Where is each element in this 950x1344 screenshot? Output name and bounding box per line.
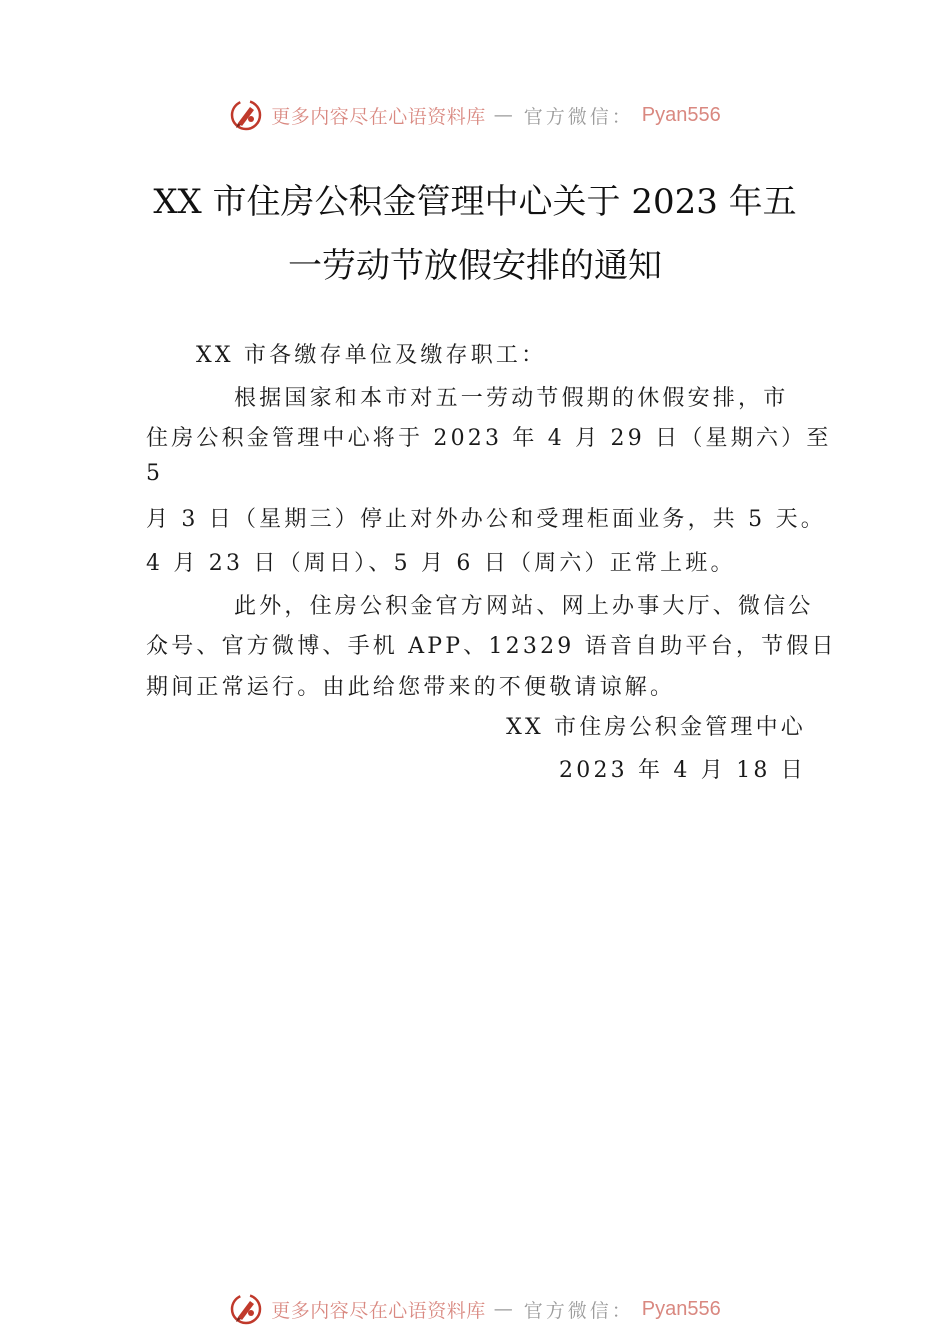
title-line-1: XX 市住房公积金管理中心关于 2023 年五: [153, 182, 797, 222]
paragraph-1-line-3: 5: [146, 461, 164, 486]
footer-watermark: [0, 1289, 950, 1329]
watermark-wechat-id: Pyan556: [641, 103, 721, 126]
paragraph-2-line-3: 期间正常运行。由此给您带来的不便敬请谅解。: [146, 675, 676, 700]
watermark-wechat-id: Pyan556: [641, 1297, 721, 1320]
document-title: [140, 170, 810, 298]
document-date: 2023 年 4 月 18 日: [559, 758, 806, 783]
paragraph-1-line-4: 月 3 日（星期三）停止对外办公和受理柜面业务，共 5 天。: [146, 507, 826, 532]
paragraph-1-line-5: 4 月 23 日（周日）、5 月 6 日（周六）正常上班。: [146, 551, 736, 576]
watermark-wechat-label: 官方微信：: [523, 105, 634, 128]
pen-logo-icon: [229, 1292, 263, 1326]
salutation: XX 市各缴存单位及缴存职工：: [196, 343, 547, 368]
paragraph-1-line-1: 根据国家和本市对五一劳动节假期的休假安排，市: [234, 386, 789, 411]
watermark-text: 更多内容尽在心语资料库: [271, 105, 486, 128]
title-line-2: 一劳动节放假安排的通知: [288, 246, 662, 286]
paragraph-2-line-1: 此外，住房公积金官方网站、网上办事大厅、微信公: [234, 594, 814, 619]
header-watermark: [0, 95, 950, 135]
pen-logo-icon: [229, 98, 263, 132]
paragraph-1-line-2: 住房公积金管理中心将于 2023 年 4 月 29 日（星期六）至: [146, 426, 832, 451]
signature: XX 市住房公积金管理中心: [506, 715, 806, 740]
paragraph-2-line-2: 众号、官方微博、手机 APP、12329 语音自助平台，节假日: [146, 634, 837, 659]
watermark-dash: —: [493, 1298, 516, 1320]
watermark-text: 更多内容尽在心语资料库: [271, 1299, 486, 1322]
watermark-dash: —: [493, 104, 516, 126]
watermark-wechat-label: 官方微信：: [523, 1299, 634, 1322]
